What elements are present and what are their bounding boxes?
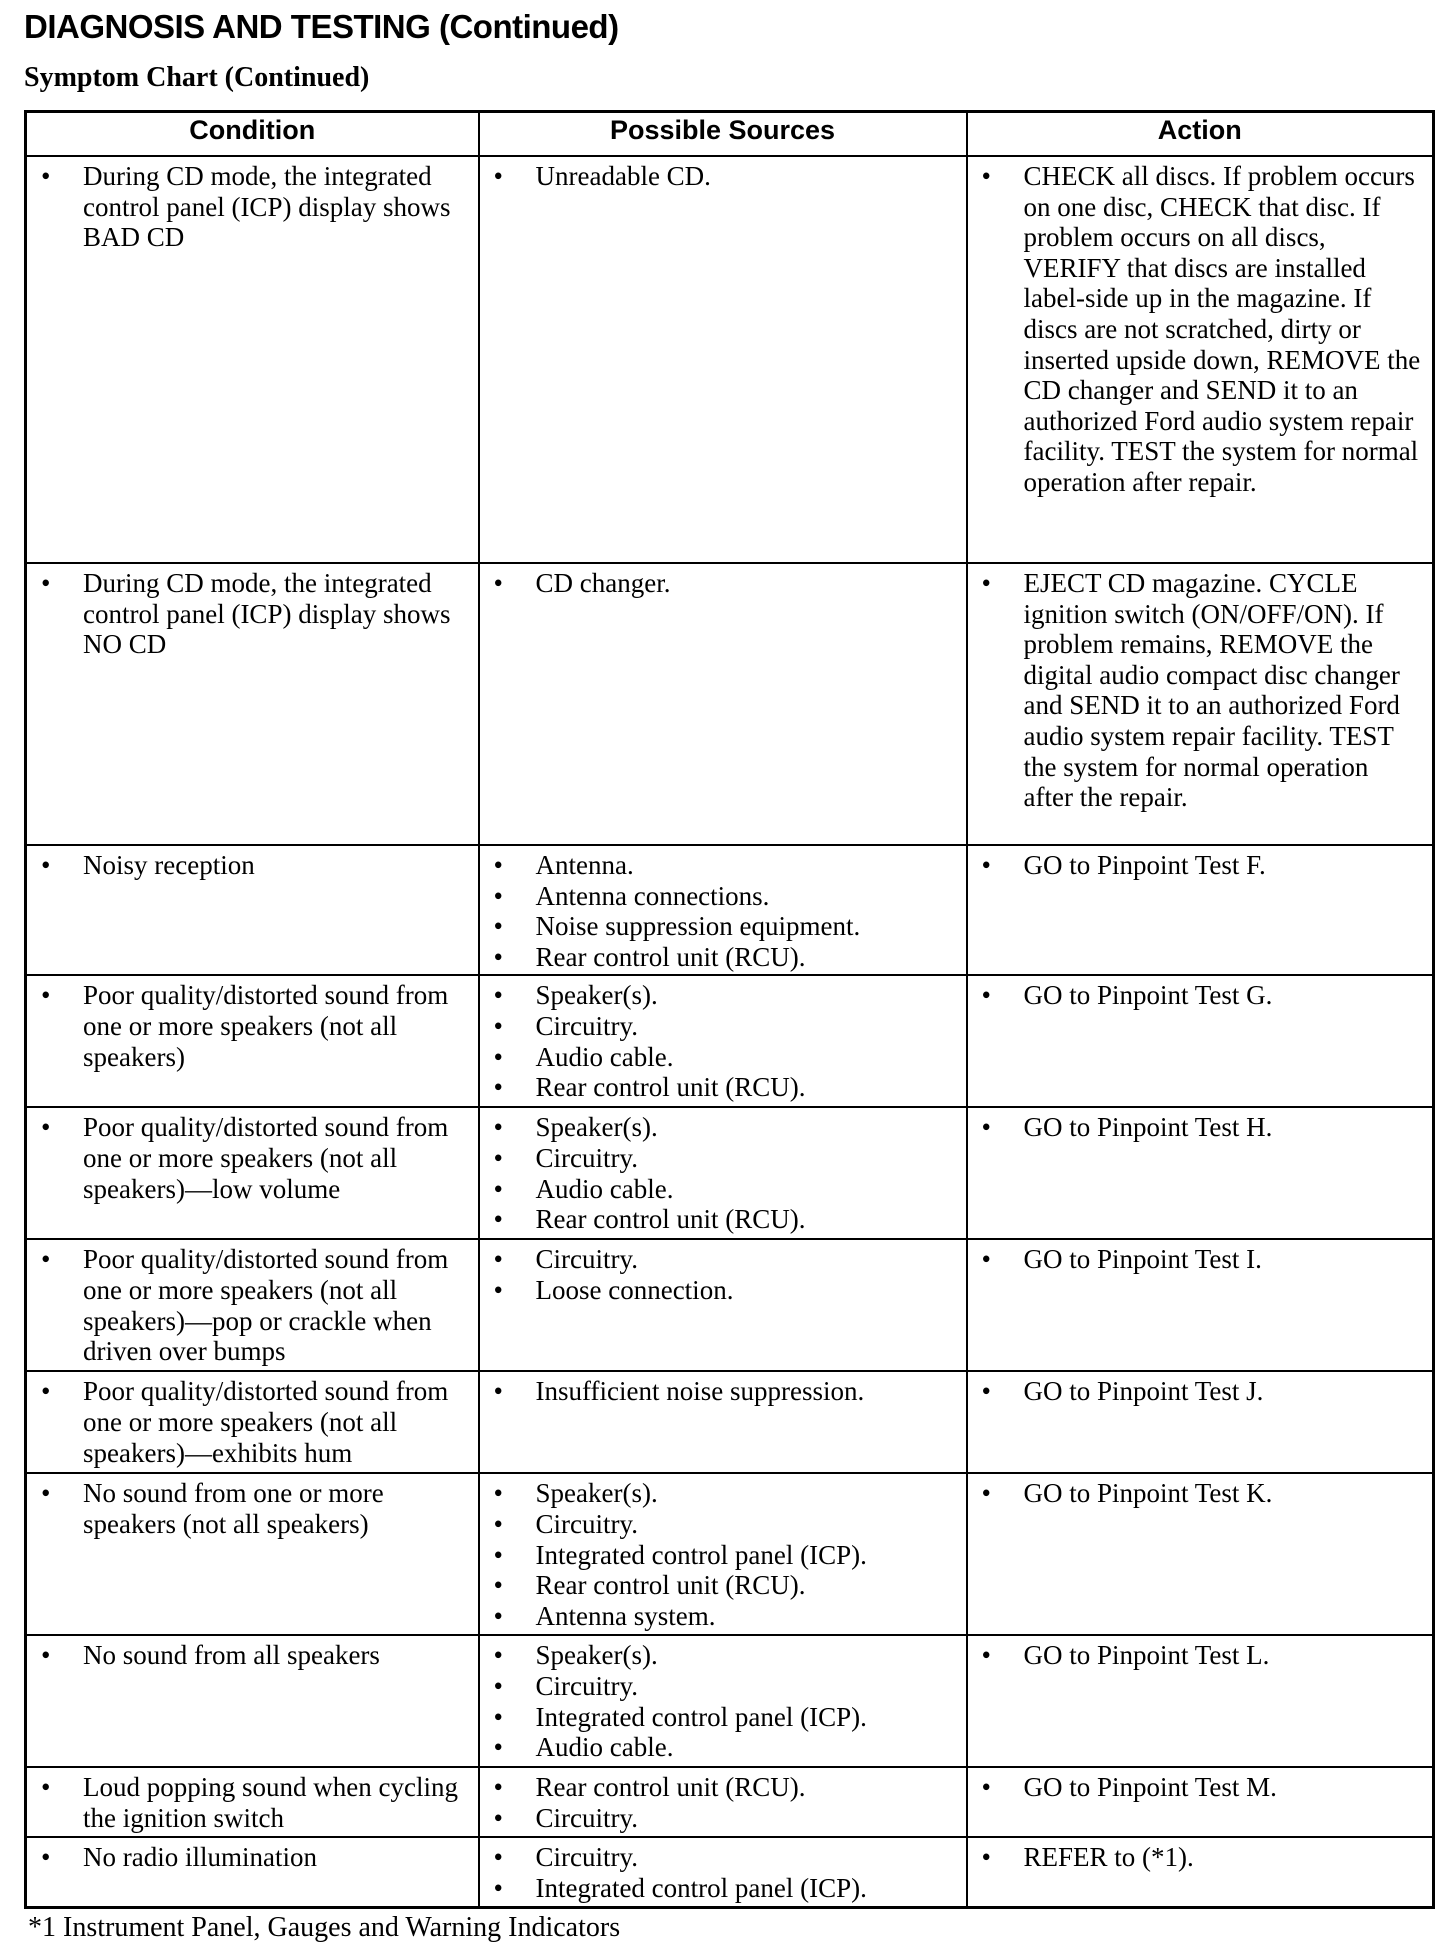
condition-item: • Poor quality/distorted sound from one or more speakers (not all speakers)—exhibits hum (37, 1376, 468, 1468)
source-item: • Audio cable. (490, 1174, 956, 1205)
condition-item: • No radio illumination (37, 1842, 468, 1873)
action-item: • EJECT CD magazine. CYCLE ignition switch (ON/OFF/ON). If problem remains, REMOVE the digital audio compact disc changer and SEND it to an authorized Ford audio system repair facility. TEST the system for normal operation after the repair. (978, 568, 1423, 813)
source-item: • Rear control unit (RCU). (490, 1772, 956, 1803)
table-body (26, 156, 1434, 1907)
source-list (490, 1376, 956, 1407)
action-list (978, 1376, 1423, 1407)
source-cell (479, 1473, 967, 1635)
source-item: • Circuitry. (490, 1842, 956, 1873)
action-item: • GO to Pinpoint Test F. (978, 850, 1423, 881)
column-header-condition: Condition (26, 112, 479, 157)
source-item: • Integrated control panel (ICP). (490, 1873, 956, 1904)
action-list (978, 850, 1423, 881)
action-cell (967, 1473, 1434, 1635)
column-header-action: Action (967, 112, 1434, 157)
table-row (26, 845, 1434, 975)
source-cell (479, 1635, 967, 1767)
action-cell (967, 1371, 1434, 1473)
source-item: • Circuitry. (490, 1143, 956, 1174)
action-cell (967, 156, 1434, 563)
page-title: DIAGNOSIS AND TESTING (Continued) (24, 8, 619, 45)
table-row (26, 156, 1434, 563)
table-row (26, 975, 1434, 1107)
action-item: • GO to Pinpoint Test J. (978, 1376, 1423, 1407)
source-cell (479, 845, 967, 975)
action-list (978, 161, 1423, 498)
condition-list (37, 850, 468, 881)
action-item: • GO to Pinpoint Test L. (978, 1640, 1423, 1671)
source-list (490, 850, 956, 972)
condition-list (37, 1478, 468, 1539)
source-list (490, 1478, 956, 1631)
table-row (26, 1473, 1434, 1635)
source-item: • Rear control unit (RCU). (490, 1570, 956, 1601)
source-cell (479, 1107, 967, 1239)
action-cell (967, 1635, 1434, 1767)
source-item: • Noise suppression equipment. (490, 911, 956, 942)
source-item: • Rear control unit (RCU). (490, 942, 956, 973)
source-list (490, 1244, 956, 1305)
condition-cell (26, 1473, 479, 1635)
condition-cell (26, 1371, 479, 1473)
source-list (490, 1640, 956, 1762)
source-item: • Circuitry. (490, 1509, 956, 1540)
source-item: • Circuitry. (490, 1011, 956, 1042)
table-row (26, 1107, 1434, 1239)
source-cell (479, 1239, 967, 1371)
table-row (26, 1837, 1434, 1907)
source-item: • Audio cable. (490, 1042, 956, 1073)
source-item: • Speaker(s). (490, 1640, 956, 1671)
action-list (978, 568, 1423, 813)
action-cell (967, 975, 1434, 1107)
condition-list (37, 1376, 468, 1468)
source-list (490, 980, 956, 1102)
action-list (978, 980, 1423, 1011)
source-item: • Integrated control panel (ICP). (490, 1702, 956, 1733)
source-list (490, 568, 956, 599)
table-row (26, 1767, 1434, 1837)
source-item: • Antenna connections. (490, 881, 956, 912)
action-item: • REFER to (*1). (978, 1842, 1423, 1873)
source-list (490, 1772, 956, 1833)
action-cell (967, 1239, 1434, 1371)
source-item: • Circuitry. (490, 1803, 956, 1834)
action-list (978, 1842, 1423, 1873)
action-list (978, 1640, 1423, 1671)
source-cell (479, 156, 967, 563)
source-item: • Circuitry. (490, 1671, 956, 1702)
source-item: • Speaker(s). (490, 1112, 956, 1143)
source-cell (479, 975, 967, 1107)
condition-list (37, 1244, 468, 1366)
source-item: • Loose connection. (490, 1275, 956, 1306)
source-cell (479, 563, 967, 845)
action-item: • GO to Pinpoint Test M. (978, 1772, 1423, 1803)
source-item: • Insufficient noise suppression. (490, 1376, 956, 1407)
table-row (26, 563, 1434, 845)
condition-item: • Loud popping sound when cycling the ignition switch (37, 1772, 468, 1833)
condition-list (37, 568, 468, 660)
condition-item: • No sound from one or more speakers (not all speakers) (37, 1478, 468, 1539)
condition-cell (26, 1837, 479, 1907)
source-cell (479, 1837, 967, 1907)
action-cell (967, 1837, 1434, 1907)
action-list (978, 1112, 1423, 1143)
condition-cell (26, 563, 479, 845)
source-item: • Audio cable. (490, 1732, 956, 1763)
action-item: • GO to Pinpoint Test I. (978, 1244, 1423, 1275)
condition-cell (26, 1239, 479, 1371)
action-item: • GO to Pinpoint Test G. (978, 980, 1423, 1011)
condition-list (37, 1640, 468, 1671)
table-row (26, 1239, 1434, 1371)
action-cell (967, 1107, 1434, 1239)
condition-list (37, 1772, 468, 1833)
column-header-possible-sources: Possible Sources (479, 112, 967, 157)
action-cell (967, 1767, 1434, 1837)
condition-list (37, 161, 468, 253)
action-list (978, 1478, 1423, 1509)
source-item: • Rear control unit (RCU). (490, 1204, 956, 1235)
table-row (26, 1635, 1434, 1767)
action-item: • GO to Pinpoint Test K. (978, 1478, 1423, 1509)
condition-list (37, 1112, 468, 1204)
condition-cell (26, 975, 479, 1107)
source-cell (479, 1767, 967, 1837)
source-cell (479, 1371, 967, 1473)
action-cell (967, 845, 1434, 975)
condition-item: • During CD mode, the integrated control panel (ICP) display shows NO CD (37, 568, 468, 660)
source-item: • Antenna system. (490, 1601, 956, 1632)
condition-cell (26, 1107, 479, 1239)
symptom-chart-table (24, 110, 1435, 1909)
action-item: • CHECK all discs. If problem occurs on one disc, CHECK that disc. If problem occurs on all discs, VERIFY that discs are installed label-side up in the magazine. If discs are not scratched, dirty or inserted upside down, REMOVE the CD changer and SEND it to an authorized Ford audio system repair facility. TEST the system for normal operation after repair. (978, 161, 1423, 498)
condition-cell (26, 1767, 479, 1837)
source-list (490, 1842, 956, 1903)
source-item: • Antenna. (490, 850, 956, 881)
action-list (978, 1244, 1423, 1275)
condition-item: • Poor quality/distorted sound from one or more speakers (not all speakers)—low volume (37, 1112, 468, 1204)
action-item: • GO to Pinpoint Test H. (978, 1112, 1423, 1143)
condition-item: • During CD mode, the integrated control panel (ICP) display shows BAD CD (37, 161, 468, 253)
condition-cell (26, 156, 479, 563)
source-item: • Rear control unit (RCU). (490, 1072, 956, 1103)
table-header-row (26, 112, 1434, 157)
condition-list (37, 1842, 468, 1873)
condition-cell (26, 1635, 479, 1767)
condition-item: • No sound from all speakers (37, 1640, 468, 1671)
condition-list (37, 980, 468, 1072)
source-item: • Speaker(s). (490, 1478, 956, 1509)
footnote: *1 Instrument Panel, Gauges and Warning Indicators (28, 1912, 621, 1943)
source-item: • Integrated control panel (ICP). (490, 1540, 956, 1571)
condition-cell (26, 845, 479, 975)
source-item: • Unreadable CD. (490, 161, 956, 192)
condition-item: • Noisy reception (37, 850, 468, 881)
source-list (490, 1112, 956, 1234)
condition-item: • Poor quality/distorted sound from one or more speakers (not all speakers)—pop or crackle when driven over bumps (37, 1244, 468, 1366)
source-list (490, 161, 956, 192)
source-item: • Circuitry. (490, 1244, 956, 1275)
source-item: • CD changer. (490, 568, 956, 599)
source-item: • Speaker(s). (490, 980, 956, 1011)
section-subtitle: Symptom Chart (Continued) (24, 62, 370, 93)
condition-item: • Poor quality/distorted sound from one or more speakers (not all speakers) (37, 980, 468, 1072)
action-list (978, 1772, 1423, 1803)
action-cell (967, 563, 1434, 845)
table-row (26, 1371, 1434, 1473)
